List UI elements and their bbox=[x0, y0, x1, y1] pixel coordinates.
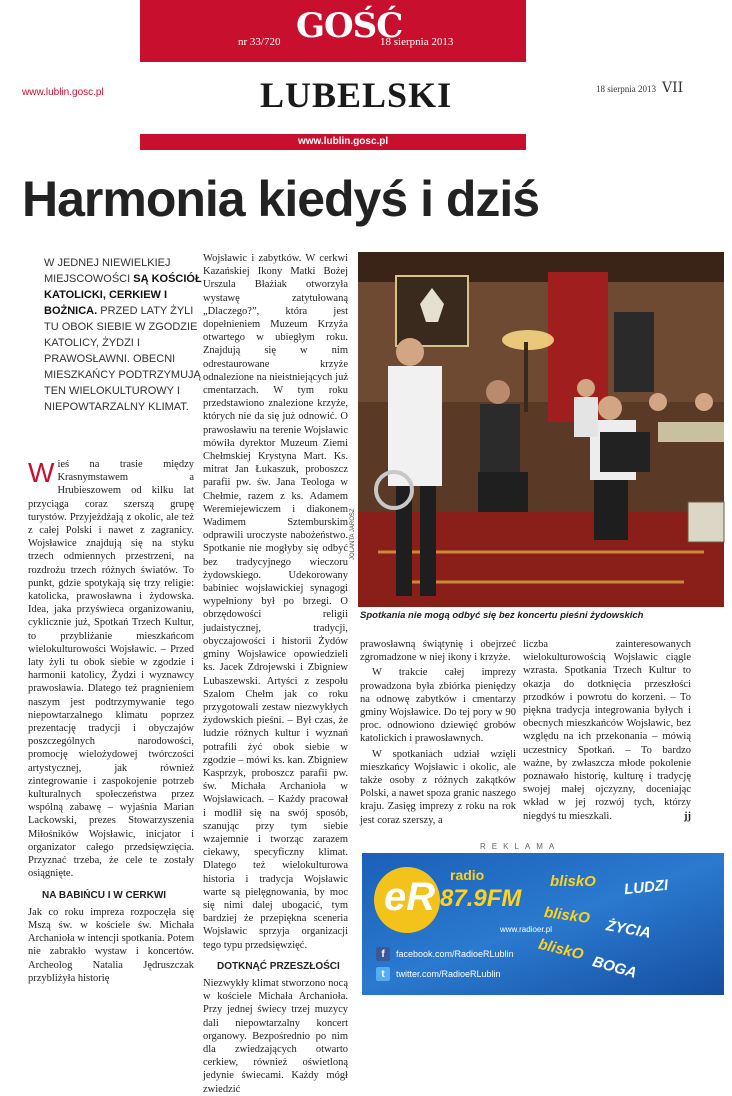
radio-website[interactable]: www.radioer.pl bbox=[500, 925, 553, 934]
article-headline: Harmonia kiedyś i dziś bbox=[22, 171, 540, 227]
slogan-1-a: bliskO bbox=[550, 873, 596, 890]
twitter-icon: t bbox=[376, 967, 390, 981]
lead-text-2: PRZED LATY ŻYLI TU OBOK SIEBIE W ZGODZIE KATOLICY, ŻYDZI I PRAWOSŁAWNI. OBECNI MIESZKAŃCY PODTRZYMUJĄ TEN WIELOKULTUROWY I NIEPOWTARZALNY KLIMAT. bbox=[44, 305, 201, 413]
radio-word: radio bbox=[450, 867, 485, 883]
column-3-text-3: W spotkaniach udział wzięli mieszkańcy Wojsławic i okolic, ale także osoby z różnych zakątków Polski, a nawet spoza granic naszego kraju. Zasięg imprezy z roku na rok jest coraz szerszy, a bbox=[360, 748, 516, 826]
radio-logo: eR bbox=[384, 875, 436, 919]
radio-er-advertisement bbox=[362, 853, 724, 995]
subheading-przeszlosc: DOTKNĄĆ PRZESZŁOŚCI bbox=[217, 960, 340, 972]
column-3-text: prawosławną świątynię i obejrzeć zgromadzone w niej ikony i krzyże. bbox=[360, 639, 516, 664]
page-number: VII bbox=[662, 80, 684, 96]
masthead bbox=[140, 0, 526, 150]
article-lead bbox=[44, 255, 204, 415]
column-1-text-2: Jak co roku impreza rozpoczęła się Mszą św. w kościele św. Michała Archanioła w intencji spotkania. Potem nie zabrakło wystaw i koncertów. Archeolog Natalia Jędruszczak przybliżyła historię bbox=[28, 906, 194, 984]
concert-photo bbox=[358, 252, 724, 607]
facebook-icon: f bbox=[376, 947, 390, 961]
regional-edition-title: LUBELSKI bbox=[260, 75, 453, 115]
drop-cap: W bbox=[28, 457, 55, 488]
slogan-3-b: BOGA bbox=[590, 953, 639, 982]
column-2-text: Wojsławic i zabytków. W cerkwi Kazańskiej Ikony Matki Bożej Urszula Błażiak otworzyła wystawę zatytułowaną „Dlaczego?”, która jest dopełnieniem Muzeum Krzyża otwartego w ubiegłym roku. Znajdują się w nim odrestaurowane krzyże odnalezione na nieistniejących już cmentarzach. W tym roku przedstawiono znalezione krzyże, których nie da się już odnowić. O prawosławiu na terenie Wojsławic mówiła dyrektor Muzeum Ziemi Chełmskiej Krystyna Mart. Ks. mitrat Jan Łukaszuk, proboszcz parafii pw. św. Jana Teologa w Chełmie, razem z ks. Adamem Weremiejewiczem i diakonem Wadimem Sztemburskim odprawili uroczyste nabożeństwo. Spotkanie nie mogłyby się odbyć bez tradycyjnego wieczoru żydowskiego. Udekorowany babiniec wojsławickiej synagogi wypełniony był po brzegi. O obrzędowości religii judaistycznej, tradycji, obyczajowości i historii Żydów gminy Wojsławice opowiedzieli ks. Jacek Zdrojewski i Zbigniew Lubaszewski. Artyści z zespołu Szalom Chełm jak co roku przygotowali zestaw niezwykłych żydowskich pieśni. – Był czas, że ludzie różnych kultur i wyznań potrafili żyć obok siebie w zgodzie – mówi ks. kan. Zbigniew Kasprzyk, proboszcz parafii pw. św. Michała Archanioła w Wojsławicach. – Każdy pracował i modlił się na swój sposób, szanując przy tym siebie wzajemnie i tworząc zarazem ciekawy, specyficzny klimat. Dlatego też wielokulturowa historia i tradycja Wojsławic warte są pielęgnowania, by moc się nimi dalej ubogacić, tym bardziej że przepiękna sceneria Wojsławic sprzyja organizacji tego typu przedsięwzięć. bbox=[203, 253, 348, 951]
article-column-4 bbox=[523, 638, 691, 838]
masthead-url: www.lublin.gosc.pl bbox=[298, 136, 389, 147]
radio-frequency: 87.9FM bbox=[440, 885, 522, 912]
facebook-url: facebook.com/RadioeRLublin bbox=[396, 949, 514, 959]
concert-photo-illustration bbox=[358, 252, 724, 607]
issue-number: nr 33/720 bbox=[238, 36, 281, 48]
gosc-logo: GOŚĆ bbox=[296, 6, 403, 46]
slogan-3-a: bliskO bbox=[536, 935, 586, 964]
column-2-text-2: Niezwykły klimat stworzono nocą w kościele Michała Archanioła. Przy jednej świecy trzej muzycy dali niepowtarzalny koncert organowy. Bezpośrednio po nim dla zwiedzających otwarto cerkiew, również oświetloną jedynie świecami. Każdy mógł zwiedzić bbox=[203, 977, 348, 1095]
article-column-1 bbox=[28, 457, 194, 984]
issue-date: 18 sierpnia 2013 bbox=[380, 36, 454, 48]
page-url: www.lublin.gosc.pl bbox=[22, 87, 104, 98]
column-1-text: ieś na trasie między Krasnymstawem a Hrubieszowem od kilku lat przyciąga coraz szerszą grupę turystów. Przyjeżdżają z okolic, ale też z całej Polski i nawet z zagranicy. Wojsławice znajdują się na styku trzech odmiennych przestrzeni, na rozdrożu trzech różnych światów. To punkt, gdzie spotykają się trzy religie: katolicka, prawosławna i żydowska. Idea, jaka przyświeca organizowaniu, cyklicznie już, Spotkań Trzech Kultur, to przybliżanie mieszkańcom wielokulturowości Wojsławic. – Przed laty żyli tu obok siebie w zgodzie i harmonii katolicy, Żydzi i wyznawcy prawosławia. Dlatego też pragnieniem naszym jest podtrzymywanie tego niepowtarzalnego klimatu poprzez prezentację tradycji i obyczajów poszczególnych narodowości, promocję wielożydowej twórczości artystycznej, jak również zintegrowanie i zaspokojenie potrzeb kulturalnych społeczeństwa przez wspólną zabawę – wyjaśnia Marian Lackowski, prezes Stowarzyszenia Miłośników Wojsławic, inicjator i organizator całego przedsięwzięcia. Przyznać trzeba, że cele te zostały osiągnięte. bbox=[28, 459, 194, 880]
author-signature: jj bbox=[684, 810, 691, 822]
slogan-2-b: ŻYCIA bbox=[604, 917, 653, 942]
photo-caption: Spotkania nie mogą odbyć się bez koncertu pieśni żydowskich bbox=[360, 610, 644, 621]
lead-text-1: W JEDNEJ NIEWIELKIEJ MIEJSCOWOŚCI bbox=[44, 257, 171, 285]
twitter-url: twitter.com/RadioeRLublin bbox=[396, 969, 501, 979]
lead-bold: SĄ KOŚCIÓŁ KATOLICKI, CERKIEW I BOŻNICA. bbox=[44, 273, 202, 317]
column-3-text-2: W trakcie całej imprezy prowadzona była zbiórka pieniędzy na odnowę zabytków i cmentarzy gminy Wojsławice. Do tej pory w 90 proc. odnowiono dziewięć grobów katolickich i prawosławnych. bbox=[360, 667, 516, 745]
column-4-text: liczba zainteresowanych wielokulturowością Wojsławic ciągle wzrasta. Spotkania Trzech Kultur to okazja do dotknięcia przeszłości przodków i powrotu do korzeni. – To piękna tradycja integrowania byłych i obecnych mieszkańców Wojsławic, bez względu na ich przekonania – mówią uczestnicy Spotkań. – To bardzo ważne, by zwłaszcza młode pokolenie poznawało historię, kulturę i tradycję swojej małej ojczyzny, doceniając wkład w jej rozwój tych, którzy niegdyś tu mieszkali. bbox=[523, 639, 691, 822]
ad-label: REKLAMA bbox=[480, 842, 561, 851]
article-column-2 bbox=[203, 252, 348, 1095]
twitter-link[interactable] bbox=[376, 967, 501, 981]
facebook-link[interactable] bbox=[376, 947, 514, 961]
slogan-1-b: LUDZI bbox=[623, 876, 669, 899]
slogan-2-a: bliskO bbox=[543, 903, 591, 928]
photo-credit: JOLANTA JAROSZ bbox=[350, 508, 356, 560]
page-date: 18 sierpnia 2013 bbox=[596, 84, 656, 94]
subheading-babiniec: NA BABIŃCU I W CERKWI bbox=[42, 889, 167, 901]
